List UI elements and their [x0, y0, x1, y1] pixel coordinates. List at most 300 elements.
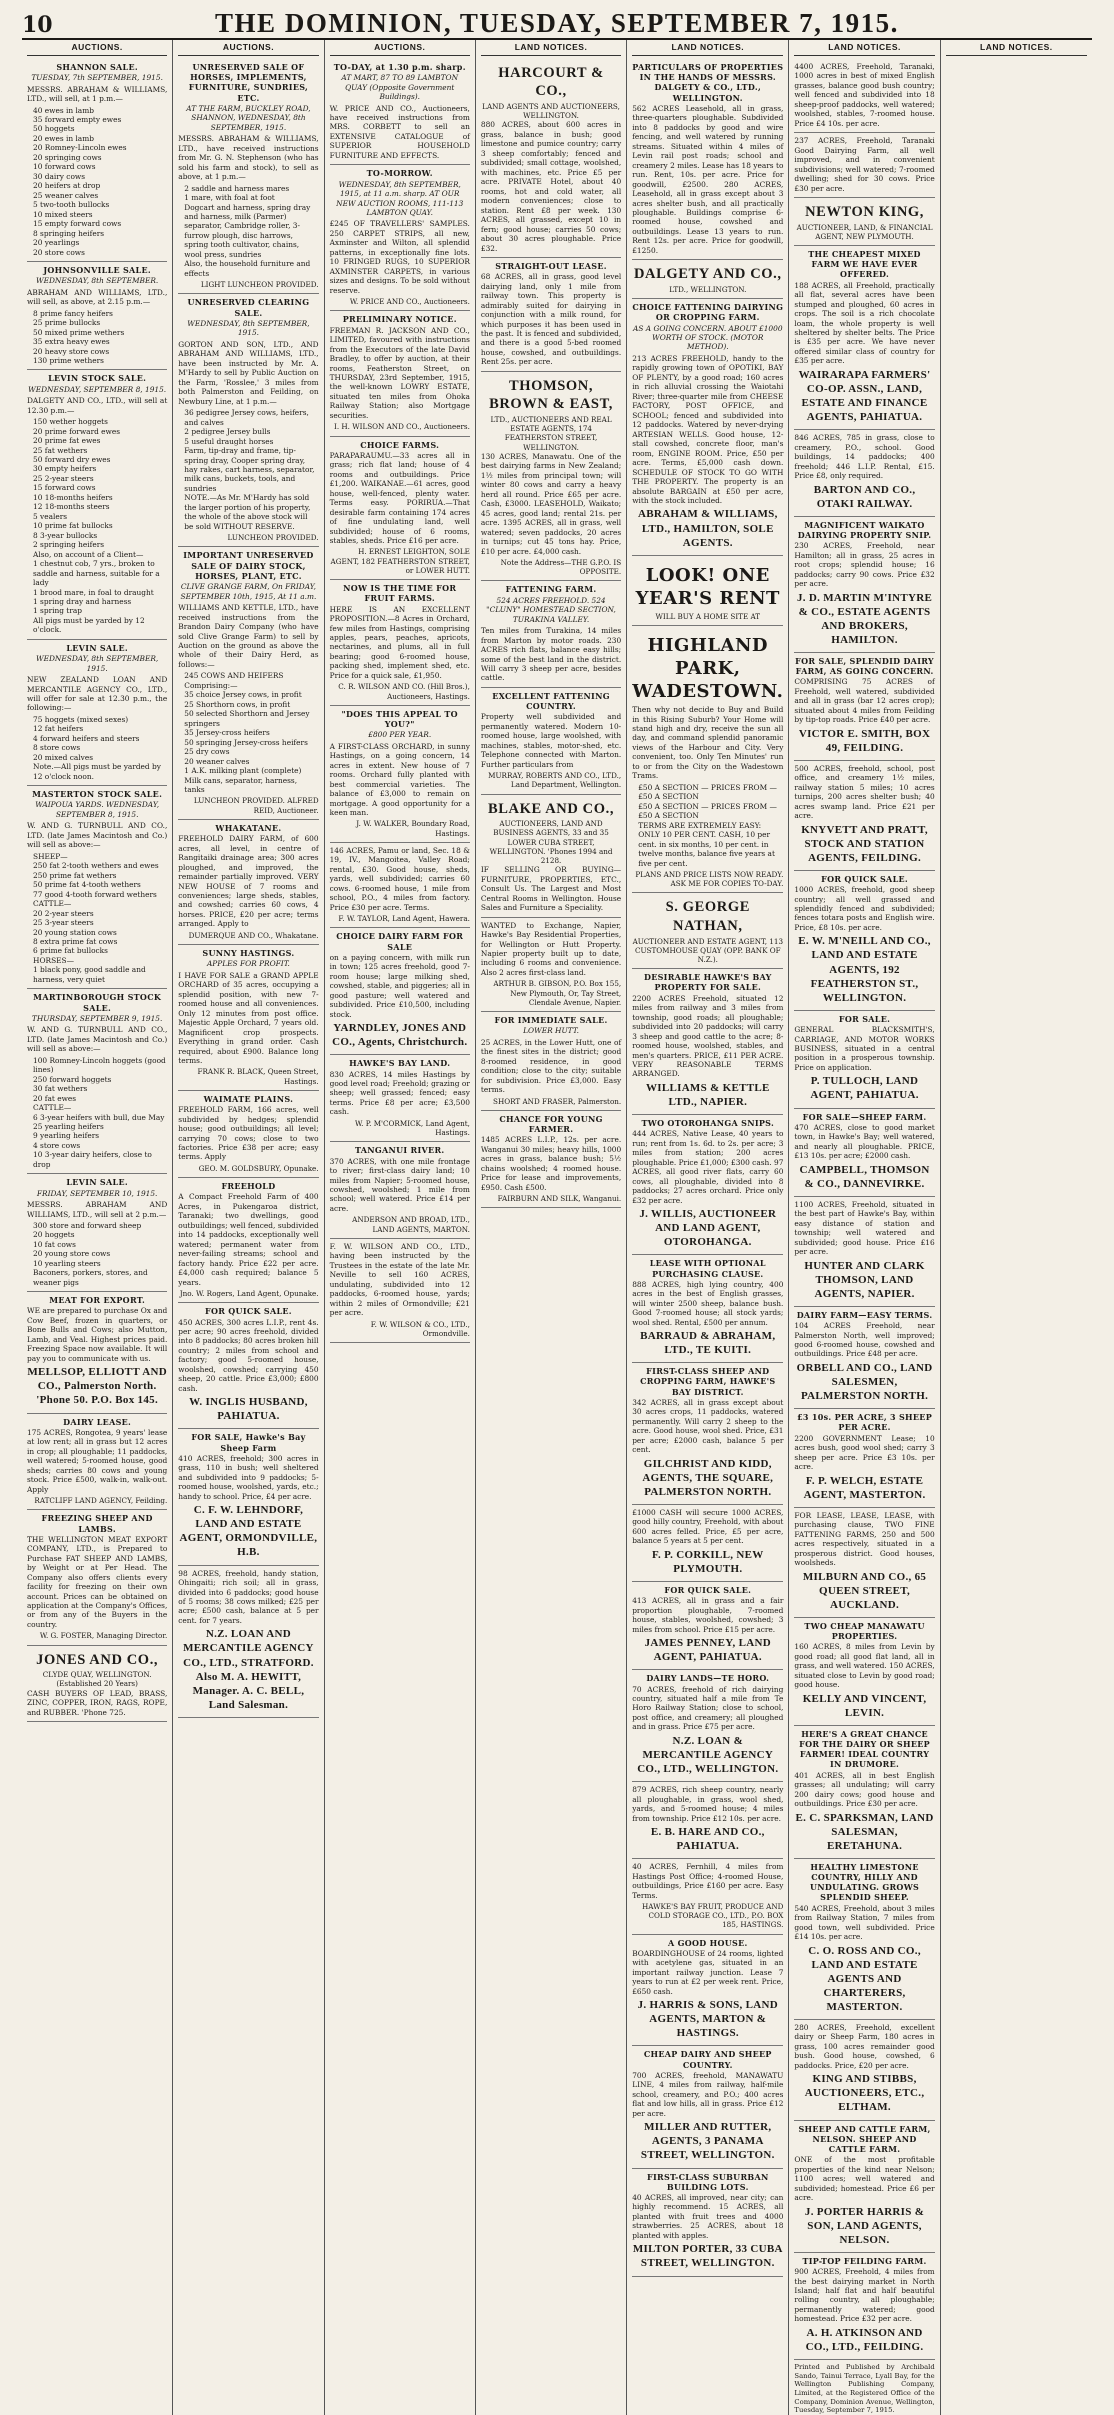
ad-heading: CHANCE FOR YOUNG FARMER. — [499, 1113, 603, 1135]
ad-heading: MEAT FOR EXPORT. — [49, 1295, 146, 1306]
advertisement — [632, 1582, 783, 1670]
advertisement — [481, 581, 621, 687]
ad-body-text: HERE IS AN EXCELLENT PROPOSITION.—8 Acres in Orchard, few miles from Hastings, comprising apples, pears, peaches, apricots, nectarines, and plums, all in full bearing; good 6-roomed house, packing shed, implement shed, etc. Price for a quick sale, £1,950. — [329, 604, 470, 680]
ad-item: 40 ewes in lamb — [33, 105, 94, 115]
ad-signature: VICTOR E. SMITH, BOX 49, FEILDING. — [798, 727, 931, 754]
ad-body-text: 830 ACRES, 14 miles Hastings by good level road; Freehold; grazing or sheep; well grassed; fenced; easy terms. Price £8 per acre; £3,500 cash. — [329, 1069, 470, 1117]
ad-heading: TO-DAY, at 1.30 p.m. sharp. — [333, 61, 466, 72]
advertisement — [632, 1782, 783, 1859]
ad-item: 20 prime fat ewes — [33, 436, 101, 446]
ad-item: 35 choice Jersey cows, in profit — [184, 690, 302, 700]
ad-item: 20 weaner calves — [184, 756, 250, 766]
ad-heading: EXCELLENT FATTENING COUNTRY. — [492, 690, 610, 712]
ad-heading: HARCOURT & CO., — [498, 64, 604, 100]
ad-body-text: GENERAL BLACKSMITH'S, CARRIAGE, AND MOTOR WORKS BUSINESS, situated in a central position in a prosperous township. Price on application. — [794, 1025, 935, 1072]
ad-item: CATTLE— — [33, 1103, 72, 1113]
ad-item: 10 forward cows — [33, 162, 96, 172]
ad-subheading: TUESDAY, 7th SEPTEMBER, 1915. — [31, 73, 163, 83]
ad-item: Farm, tip-dray and frame, tip-spring dray, Cooper spring dray, hay rakes, cart harness, separator, milk cans, buckets, tools, and sundries — [184, 446, 315, 493]
advertisement — [330, 706, 470, 843]
ad-subheading: LTD., AUCTIONEERS AND REAL ESTATE AGENTS, 174 FEATHERSTON STREET, WELLINGTON. — [490, 414, 612, 452]
ad-heading: BLAKE AND CO., — [488, 800, 615, 817]
advertisement — [794, 2020, 934, 2121]
ad-body-text: FOR LEASE, LEASE, LEASE, with purchasing clause, TWO FINE FATTENING FARMS, 250 and 500 acres respectively, situated in a prosperous district. Good houses, woolsheds. — [794, 1510, 935, 1568]
ad-item: 35 extra heavy ewes — [33, 337, 110, 347]
ad-body-text: 40 ACRES, Fernhill, 4 miles from Hastings Post Office; 4-roomed House, outbuildings, Price £160 per acre. Easy Terms. — [632, 1862, 784, 1900]
ad-item-list — [27, 417, 167, 635]
ad-item: 10 fat cows — [33, 1239, 76, 1249]
ad-subheading: FRIDAY, SEPTEMBER 10, 1915. — [36, 1188, 158, 1198]
ad-subheading: LTD., WELLINGTON. — [669, 284, 747, 294]
ad-item: 25 dry cows — [184, 747, 230, 757]
ad-subheading: LAND AGENTS AND AUCTIONEERS, WELLINGTON. — [482, 101, 620, 121]
ad-heading: HIGHLAND PARK, WADESTOWN. — [632, 634, 784, 703]
ad-signature: A. H. ATKINSON AND CO., LTD., FEILDING. — [805, 2326, 924, 2353]
ad-item: 15 empty forward cows — [33, 219, 122, 229]
ad-item: 4 forward heifers and steers — [33, 733, 140, 743]
ad-heading: JONES AND CO., — [36, 1651, 159, 1668]
ad-body-text: WE are prepared to purchase Ox and Cow Beef, frozen in quarters, or Bone Bulls and Cows; also Mutton, Lamb, and Veal. Highest prices paid. Freezing Space now available. It will pay you to communicate with us. — [27, 1306, 168, 1363]
ad-body-text: 2200 GOVERNMENT Lease; 10 acres bush, good wool shed; carry 3 sheep per acre. Price £3 10s. per acre. — [794, 1433, 935, 1472]
ad-body-text: 70 ACRES, freehold of rich dairying country, situated half a mile from Te Horo Railway Station; close to school, post office, and creamery; all ploughed and in grass. Price £75 per acre. — [632, 1684, 784, 1732]
ad-body-text: 213 ACRES FREEHOLD, handy to the rapidly growing town of OPOTIKI, BAY OF PLENTY, by a good road; 160 acres in rich alluvial crossing the Waiotahi River; three-quarter mile from CHEESE FACTORY, POST OFFICE, and SCHOOL; fenced and subdivided into 12 paddocks. Watered by never-drying ARTESIAN WELLS. Good house, 12-stall cowshed, concrete floor, man's room, ENGINE ROOM. Price, £50 per acre. Terms, £5,000 cash down. SCHEDULE OF STOCK TO GO WITH THE PROPERTY. The property is an absolute BARGAIN at £50 per acre, with the stock included. — [632, 353, 784, 505]
ad-signature: KELLY AND VINCENT, LEVIN. — [802, 1692, 927, 1719]
ad-heading: HEALTHY LIMESTONE COUNTRY, HILLY AND UNDULATING. GROWS SPLENDID SHEEP. — [810, 1861, 920, 1903]
ad-heading: JOHNSONVILLE SALE. — [43, 265, 151, 276]
ad-body-text: 900 ACRES, Freehold, 4 miles from the best dairying market in North Island; half flat and half beautiful rolling country, all ploughable; permanently watered; good homestead. Price £32 per acre. — [794, 2267, 935, 2324]
column-grid — [22, 40, 1092, 2415]
ad-heading: FOR QUICK SALE. — [205, 1306, 292, 1317]
ad-heading: FOR SALE. — [838, 1013, 891, 1024]
advertisement — [178, 945, 318, 1091]
advertisement — [632, 626, 783, 894]
advertisement — [794, 1859, 934, 2020]
advertisement — [632, 260, 783, 299]
ad-heading: FATTENING FARM. — [505, 584, 597, 595]
ad-body-text: MESSRS. ABRAHAM & WILLIAMS, LTD., have received instructions from Mr. G. N. Stephenson (who has sold his farm and stock), to sell as above, at 1 p.m.— — [178, 134, 319, 182]
ad-item: 10 3-year dairy heifers, close to drop — [33, 1150, 152, 1169]
advertisement — [632, 893, 783, 969]
ad-item: 100 Romney-Lincoln hoggets (good lines) — [33, 1055, 166, 1075]
section-heading: AUCTIONS. — [178, 42, 318, 56]
ad-item: 2 saddle and harness mares — [184, 183, 290, 193]
ad-item: 20 ewes in lamb — [33, 133, 94, 143]
ad-signature: DUMERQUE AND CO., Whakatane. — [188, 930, 319, 940]
ad-heading: CHOICE FATTENING DAIRYING OR CROPPING FARM. — [632, 302, 784, 323]
ad-body-text: 25 ACRES, in the Lower Hutt, one of the finest sites in the district; good 8-roomed residence, in good condition; close to the city; suitable for subdivision. Price £3,000. Easy terms. — [480, 1037, 622, 1095]
ad-body-text: W. AND G. TURNBULL AND CO., LTD. (late James Macintosh and Co.) will sell as above:— — [27, 821, 168, 850]
ad-body-text: 280 ACRES, Freehold, excellent dairy or Sheep Farm, 180 acres in grass, 100 acres remainder good bush. Good house, cowshed, 6 paddocks. Price, £20 per acre. — [794, 2022, 935, 2070]
ad-heading: FOR SALE, SPLENDID DAIRY FARM, AS GOING CONCERN. — [795, 655, 934, 677]
ad-item-list — [632, 783, 783, 868]
section-heading: AUCTIONS. — [27, 42, 167, 56]
ad-item: 9 yearling heifers — [33, 1131, 100, 1141]
advertisement — [27, 989, 167, 1174]
advertisement — [794, 517, 934, 653]
ad-signature: WAIRARAPA FARMERS' CO-OP. ASSN., LAND, ESTATE AND FINANCE AGENTS, PAHIATUA. — [798, 368, 931, 424]
ad-signature: FAIRBURN AND SILK, Wanganui. — [497, 1194, 622, 1204]
ad-signature: P. TULLOCH, LAND AGENT, PAHIATUA. — [810, 1075, 919, 1102]
advertisement — [27, 1646, 167, 1722]
ad-body-text: WANTED to Exchange, Napier, Hawke's Bay Residential Properties, for Wellington or Hutt Property. Napier property built up to date, including 6 rooms and convenience. Also 2 acres first-class land. — [480, 920, 622, 977]
ad-heading: FIRST-CLASS SUBURBAN BUILDING LOTS. — [647, 2171, 769, 2192]
ad-body-text: 444 ACRES, Native Lease, 40 years to run; rent from 1s. 6d. to 2s. per acre; 3 miles from station; 200 acres ploughable. Price £1,000; £300 cash. 97 ACRES, all good river flats, carry 60 cows, all ploughable, divided into 8 paddocks; 27 acres orchard. Price only £32 per acre. — [632, 1129, 784, 1205]
ad-item: 12 18-months steers — [33, 502, 110, 512]
ad-signature: J. D. MARTIN M'INTYRE & CO., ESTATE AGENTS AND BROKERS, HAMILTON. — [796, 591, 933, 646]
ad-body-text: 1100 ACRES, Freehold, situated in the best part of Hawke's Bay, within easy distance of station and township; well watered and subdivided; good house. Price £16 per acre. — [794, 1199, 935, 1257]
ad-item: 1 brood mare, in foal to draught — [33, 587, 154, 597]
ad-subheading: AS A GOING CONCERN. ABOUT £1000 WORTH OF STOCK. (MOTOR METHOD). — [633, 323, 783, 352]
ad-body-text: 1000 ACRES, freehold, good sheep country; all well grassed and splendidly fenced and subdivided; fences totara posts and English wire. Price, £8 10s. per acre. — [794, 885, 935, 932]
ad-heading: DAIRY LANDS—TE HORO. — [646, 1673, 770, 1684]
ad-signature: JAMES PENNEY, LAND AGENT, PAHIATUA. — [644, 1637, 771, 1664]
advertisement — [330, 580, 470, 706]
ad-heading: DAIRY FARM—EASY TERMS. — [796, 1309, 933, 1320]
ad-signature: E. C. SPARKSMAN, LAND SALESMAN, ERETAHUNA. — [795, 1811, 934, 1852]
ad-signature: E. B. HARE AND CO., PAHIATUA. — [650, 1825, 765, 1853]
ad-heading: MAGNIFICENT WAIKATO DAIRYING PROPERTY SNIP. — [797, 519, 932, 540]
ad-heading: LEVIN STOCK SALE. — [48, 373, 147, 384]
ad-subheading: APPLES FOR PROFIT. — [206, 959, 290, 969]
ad-subheading: WEDNESDAY, 8th SEPTEMBER, 1915. — [187, 318, 310, 338]
ad-heading: S. GEORGE NATHAN, — [665, 899, 750, 935]
ad-signature: LIGHT LUNCHEON PROVIDED. — [200, 280, 319, 290]
ad-heading: WHAKATANE. — [215, 822, 282, 833]
advertisement — [330, 59, 470, 165]
advertisement — [481, 1012, 621, 1111]
ad-item: 250 forward hoggets — [33, 1074, 112, 1084]
advertisement — [794, 871, 934, 1011]
ad-item-list — [27, 309, 167, 366]
ad-item: HORSES— — [33, 955, 74, 965]
advertisement — [632, 1255, 783, 1363]
ad-signature: F. P. CORKILL, NEW PLYMOUTH. — [652, 1548, 764, 1575]
ad-signature: PLANS AND PRICE LISTS NOW READY. ASK ME FOR COPIES TO-DAY. — [635, 870, 784, 889]
ad-item: 50 prime fat 4-tooth wethers — [33, 880, 141, 890]
column-6 — [789, 40, 940, 2415]
ad-item: 2 pedigree Jersey bulls — [184, 427, 271, 437]
ad-heading: "DOES THIS APPEAL TO YOU?" — [341, 708, 458, 730]
advertisement — [794, 1508, 934, 1618]
ad-signature: I. H. WILSON AND CO., Auctioneers. — [333, 422, 470, 432]
ad-heading: FOR SALE, Hawke's Bay Sheep Farm — [191, 1432, 306, 1453]
ad-signature: MILLER AND RUTTER, AGENTS, 3 PANAMA STREET, WELLINGTON. — [640, 2121, 775, 2162]
ad-item: £50 A SECTION — PRICES FROM — £50 A SECTION — [638, 801, 777, 821]
ad-signature: MELLSOP, ELLIOTT AND CO., Palmerston North. 'Phone 50. P.O. Box 145. — [27, 1366, 167, 1407]
advertisement — [632, 1363, 783, 1505]
ad-body-text: ONE of the most profitable properties of the kind near Nelson; 1100 acres; well watered and subdivided; homestead. Price £6 per acre. — [794, 2155, 935, 2203]
ad-signature: MILTON PORTER, 33 CUBA STREET, WELLINGTON. — [632, 2243, 783, 2270]
advertisement — [330, 165, 470, 311]
ad-body-text: NEW ZEALAND LOAN AND MERCANTILE AGENCY CO., LTD., will offer for sale at 12.30 p.m., the following:— — [27, 675, 168, 713]
ad-signature: J. WILLIS, AUCTIONEER AND LAND AGENT, OTOROHANGA. — [639, 1208, 777, 1249]
ad-item: 5 two-tooth bullocks — [33, 200, 110, 210]
ad-signature: ORBELL AND CO., LAND SALESMEN, PALMERSTON NORTH. — [796, 1361, 933, 1403]
advertisement — [330, 843, 470, 929]
ad-item: 10 yearling steers — [33, 1258, 101, 1268]
ad-item: 130 prime wethers — [33, 356, 104, 365]
ad-item: 50 selected Shorthorn and Jersey springers — [184, 709, 310, 728]
ad-body-text: 540 ACRES, Freehold, about 3 miles from Railway Station, 7 miles from good town, well subdivided. Price £14 10s. per acre. — [794, 1903, 935, 1942]
advertisement — [481, 795, 621, 918]
ad-signature: F. W. TAYLOR, Land Agent, Hawera. — [338, 914, 470, 924]
advertisement — [794, 133, 934, 198]
ad-subheading: 524 ACRES FREEHOLD. 524 "CLUNY" HOMESTEAD SECTION, TURAKINA VALLEY. — [486, 595, 616, 624]
advertisement — [178, 59, 318, 295]
ad-signature: J. PORTER HARRIS & SON, LAND AGENTS, NELSON. — [804, 2205, 925, 2246]
ad-item: 36 pedigree Jersey cows, heifers, and calves — [184, 408, 309, 427]
advertisement — [178, 294, 318, 547]
ad-item-list — [27, 1221, 167, 1287]
ad-body-text: 230 ACRES, Freehold, near Hamilton; all in grass, 25 acres in root crops; splendid house; 16 paddocks; carry 90 cows. Price £32 per acre. — [794, 541, 935, 589]
ad-signature: W. PRICE AND CO., Auctioneers. — [349, 297, 470, 307]
advertisement — [794, 1109, 934, 1197]
ad-item: 1 spring trap — [33, 606, 82, 616]
ad-item: 25 3-year steers — [33, 918, 94, 928]
ad-signature: E. W. M'NEILL AND CO., LAND AND ESTATE AGENTS, 192 FEATHERSTON ST., WELLINGTON. — [798, 935, 931, 1004]
ad-body-text: GORTON AND SON, LTD., AND ABRAHAM AND WILLIAMS, LTD., have been instructed by Mr. A. M'Hardy to sell by Public Auction on the Farm, 'Rosslee,' 3 miles from both Palmerston and Feilding, on Newbury Line, at 1 p.m.— — [178, 339, 319, 406]
ad-item: 20 young store cows — [33, 1249, 111, 1259]
newspaper-title: THE DOMINION, TUESDAY, SEPTEMBER 7, 1915. — [215, 8, 899, 38]
ad-body-text: 237 ACRES, Freehold, Taranaki Good Dairying Farm, all well improved, and in convenient subdivisions; well watered; 7-roomed dwelling; shed for 30 cows. Price £30 per acre. — [794, 136, 935, 193]
ad-signature: C. O. ROSS AND CO., LAND AND ESTATE AGENTS AND CHARTERERS, MASTERTON. — [808, 1944, 921, 2013]
ad-body-text: 104 ACRES Freehold, near Palmerston North, well improved; good 6-roomed house, cowshed and outbuildings. Price £48 per acre. — [794, 1321, 935, 1359]
ad-heading: TWO CHEAP MANAWATU PROPERTIES. — [804, 1620, 925, 1641]
ad-item-list — [178, 408, 318, 531]
ad-body-text: on a paying concern, with milk run in town; 125 acres freehold, good 7-room house; large milking shed, cowshed, stable, and piggeries; all in good pasture; well watered and subdivided. Price £10,500, including stock. — [329, 952, 470, 1019]
ad-item: 25 fat wethers — [33, 445, 88, 455]
ad-subheading: WEDNESDAY, 8th SEPTEMBER, 1915, at 11 a.m. sharp. AT OUR NEW AUCTION ROOMS, 111-113 LAMBTON QUAY. — [336, 179, 464, 217]
ad-item: 25 weaner calves — [33, 190, 99, 200]
ad-body-text: 40 ACRES, all improved, near city; can highly recommend. 15 ACRES, all planted with fruit trees and 4000 strawberries. 25 ACRES, about 18 planted with apples. — [632, 2193, 784, 2240]
ad-body-text: Ten miles from Turakina, 14 miles from Marton by motor roads. 230 ACRES rich flats, balance easy hills; some of the best land in the district. Will carry 3 sheep per acre, besides cattle. — [480, 626, 622, 683]
ad-item: 1 A.K. milking plant (complete) — [184, 766, 302, 776]
ad-heading: LOOK! ONE YEAR'S RENT — [635, 564, 780, 609]
ad-item: 25 yearling heifers — [33, 1121, 104, 1131]
ad-heading: NEWTON KING, — [805, 203, 925, 220]
ad-item: 150 wether hoggets — [33, 417, 108, 427]
advertisement — [794, 198, 934, 246]
ad-item: 20 mixed calves — [33, 752, 93, 762]
ad-body-text: 879 ACRES, rich sheep country, nearly all ploughable, in grass, wool shed, yards, and 5-roomed house; 4 miles from township. Price £12 10s. per acre. — [632, 1785, 784, 1823]
advertisement — [481, 688, 621, 795]
ad-item: 1 mare, with foal at foot — [184, 193, 275, 203]
advertisement — [481, 258, 621, 372]
ad-item: Comprising:— — [184, 680, 238, 690]
ad-item: 250 prime fat wethers — [33, 870, 117, 880]
ad-item: 25 prime bullocks — [33, 318, 101, 328]
ad-item: 10 prime fat bullocks — [33, 521, 113, 531]
ad-body-text: 4400 ACRES, Freehold, Taranaki, 1000 acres in best of mixed English grasses, balance good bush country; well fenced and subdivided into 18 sheep-proof paddocks, well watered; woolshed, stables, 7-roomed house. Price £4 10s. per acre. — [794, 61, 935, 128]
ad-signature: YARNDLEY, JONES AND CO., Agents, Christchurch. — [332, 1022, 468, 1049]
ad-item: 75 hoggets (mixed sexes) — [33, 714, 129, 724]
ad-body-text: 68 ACRES, all in grass, good level dairying land, only 1 mile from railway town. This property is admirably suited for dairying in conjunction with a milk round, for which purposes it has been used in the past. It is fenced and subdivided, and there is a good 5-bed roomed house, cowshed, and outbuildings. Rent 25s. per acre. — [480, 272, 622, 367]
ad-item: 50 forward dry ewes — [33, 454, 111, 464]
ad-body-text: 880 ACRES, about 600 acres in grass, balance in bush; good limestone and pumice country; carry 3 sheep comfortably; fenced and subdivided; small cottage, woolshed, with machines, etc. Price £5 per acre. PRIVATE Hotel, about 40 rooms, hot and cold water, all modern conveniences; close to station. Rent £8 per week. 130 ACRES, all grassed, except 10 in fern; good house; carries 50 cows; about 30 acres ploughable. Price £32. — [480, 120, 622, 253]
ad-item: 50 springing Jersey-cross heifers — [184, 737, 308, 747]
advertisement — [794, 430, 934, 517]
ad-heading: STRAIGHT-OUT LEASE. — [495, 260, 607, 271]
advertisement — [481, 1111, 621, 1209]
advertisement — [632, 59, 783, 260]
advertisement — [794, 2121, 934, 2253]
ad-item-list — [27, 1056, 167, 1170]
advertisement — [794, 246, 934, 430]
ad-signature: CAMPBELL, THOMSON & CO., DANNEVIRKE. — [799, 1163, 930, 1190]
ad-signature: ANDERSON AND BROAD, LTD., LAND AGENTS, MARTON. — [352, 1215, 470, 1234]
ad-body-text: 410 ACRES, freehold; 300 acres in grass, 110 in bush; well sheltered and subdivided into 9 paddocks; 5-roomed house, woolshed, yards, etc.; handy to school. Price, £4 per acre. — [178, 1453, 319, 1501]
advertisement — [794, 1197, 934, 1307]
ad-heading: PRELIMINARY NOTICE. — [342, 314, 457, 325]
ad-subheading: WEDNESDAY, SEPTEMBER 8, 1915. — [28, 384, 167, 394]
ad-item: 1 chestnut cob, 7 yrs., broken to saddle and harness, suitable for a lady — [33, 559, 160, 588]
ad-body-text: 188 ACRES, all Freehold, practically all flat, several acres have been stumped and ploughed, 60 acres in crops. The soil is a rich chocolate loam, the whole property is well sheltered by shelter belts. The Price is £35 per acre. We have never offered similar class of country for £35 per acre. — [794, 280, 935, 366]
advertisement — [27, 1414, 167, 1511]
ad-item: 245 COWS AND HEIFERS — [184, 671, 284, 681]
ad-item: SHEEP— — [33, 851, 68, 861]
advertisement — [27, 1292, 167, 1413]
ad-item-list — [27, 106, 167, 258]
ad-item: 30 fat wethers — [33, 1084, 88, 1094]
ad-item: 2 springing heifers — [33, 540, 105, 550]
ad-signature: GEO. M. GOLDSBURY, Opunake. — [198, 1163, 319, 1173]
ad-body-text: THE WELLINGTON MEAT EXPORT COMPANY, LTD., is Prepared to Purchase FAT SHEEP AND LAMBS, by Weight or at Per Head. The Company also offers clients every facility for freezing on their own account. Prices can be obtained on application at the Company's Offices, or from any of the Buyers in the country. — [27, 1534, 168, 1629]
ad-subheading: AT THE FARM, BUCKLEY ROAD, SHANNON, WEDNESDAY, 8th SEPTEMBER, 1915. — [186, 103, 311, 132]
ad-item: 5 useful draught horses — [184, 436, 274, 446]
ad-item: 5 vealers — [33, 511, 68, 521]
ad-signature: HAWKE'S BAY FRUIT, PRODUCE AND COLD STORAGE CO., LTD., P.O. BOX 185, HASTINGS. — [642, 1902, 784, 1930]
ad-heading: FREEHOLD — [221, 1181, 276, 1192]
ad-body-text: IF SELLING OR BUYING—FURNITURE, PROPERTIES, ETC., Consult Us. The Largest and Most Central Rooms in Wellington. House Sales and Furniture a Speciality. — [480, 865, 622, 913]
advertisement — [178, 1303, 318, 1429]
ad-signature: RATCLIFF LAND AGENCY, Feilding. — [34, 1496, 168, 1506]
ad-body-text: 146 ACRES, Pamu or land, Sec. 18 & 19, IV., Mangoitea, Valley Road; rental, £30. Good house, sheds, yards, well subdivided; carries 60 cows. 6-roomed house, 1 mile from school, P.O., 4 miles from factory. Price £30 per acre. Terms. — [329, 845, 470, 912]
ad-signature: C. R. WILSON AND CO. (Hill Bros.), Auctioneers, Hastings. — [338, 682, 470, 701]
ad-signature: C. F. W. LEHNDORF, LAND AND ESTATE AGENT, ORMONDVILLE, H.B. — [179, 1504, 318, 1559]
ad-heading: SHANNON SALE. — [56, 61, 138, 72]
ad-body-text: F. W. WILSON AND CO., LTD., having been instructed by the Trustees in the estate of the late Mr. Neville to sell 160 ACRES, undulating, subdivided into 12 paddocks, 6-roomed house, yards; within 2 miles of Ormondville; £21 per acre. — [329, 1241, 470, 1318]
ad-item: 25 Shorthorn cows, in profit — [184, 699, 291, 709]
ad-item: 6 prime fat bullocks — [33, 946, 108, 956]
ad-heading: A GOOD HOUSE. — [668, 1937, 748, 1948]
ad-item: 50 hoggets — [33, 124, 75, 134]
ad-item: 8 prime fancy heifers — [33, 308, 113, 318]
ad-signature: Note the Address—THE G.P.O. IS OPPOSITE. — [500, 558, 622, 577]
advertisement — [330, 1239, 470, 1343]
advertisement — [178, 1429, 318, 1565]
ad-body-text: 413 ACRES, all in grass and a fair proportion ploughable, 7-roomed house, stables, woolshed, cowshed; 3 miles from school. Price £15 per acre. — [632, 1596, 784, 1634]
ad-heading: DAIRY LEASE. — [63, 1416, 132, 1427]
advertisement — [27, 786, 167, 989]
ad-signature: GILCHRIST AND KIDD, AGENTS, THE SQUARE, PALMERSTON NORTH. — [642, 1457, 774, 1498]
ad-item: 1 black pony, good saddle and harness, very quiet — [33, 965, 146, 984]
ad-item-list — [27, 715, 167, 781]
column-1 — [22, 40, 173, 2415]
ad-item: 8 extra prime fat cows — [33, 937, 118, 947]
ad-body-text: 500 ACRES, freehold, school, post office, and creamery 1½ miles, railway station 5 miles; 10 acres turnips, 200 acres shelter bush; 40 acres swamp land. Price £21 per acre. — [794, 763, 935, 821]
ad-body-text: 342 ACRES, all in grass except about 30 acres crops, 11 paddocks, watered permanently. Will carry 2 sheep to the acre. Good house, wool shed. Price, £31 per acre; £2000 cash, balance 5 per cent. — [632, 1397, 784, 1455]
ad-item: TERMS ARE EXTREMELY EASY: ONLY 10 PER CENT. CASH, 10 per cent. in six months, 10 per cent. in twelve months, balance five years at five per cent. — [638, 820, 775, 868]
ad-subheading: WEDNESDAY, 8th SEPTEMBER. — [36, 276, 159, 286]
ad-heading: THE CHEAPEST MIXED FARM WE HAVE EVER OFFERED. — [808, 248, 921, 280]
advertisement — [632, 1935, 783, 2047]
ad-item: 30 dairy cows — [33, 171, 86, 181]
ad-signature: J. HARRIS & SONS, LAND AGENTS, MARTON & HASTINGS. — [637, 1999, 779, 2040]
ad-body-text: COMPRISING 75 ACRES of Freehold, well watered, subdivided and all in grass (bar 12 acres crop); situated about 4 miles from Feilding by tip-top roads. Price £40 per acre. — [794, 677, 935, 725]
ad-signature: MILBURN AND CO., 65 QUEEN STREET, AUCKLAND. — [802, 1570, 927, 1611]
ad-item: £50 A SECTION — PRICES FROM — £50 A SECTION — [638, 782, 777, 802]
ad-body-text: CASH BUYERS OF LEAD, BRASS, ZINC, COPPER, IRON, RAGS, ROPE, and RUBBER. 'Phone 725. — [27, 1688, 168, 1717]
advertisement — [794, 1726, 934, 1859]
ad-item: 20 springing cows — [33, 152, 102, 162]
ad-subheading: WEDNESDAY, 8th SEPTEMBER, 1915. — [36, 654, 159, 673]
ad-heading: THOMSON, BROWN & EAST, — [489, 377, 614, 413]
advertisement — [632, 2046, 783, 2168]
advertisement — [794, 653, 934, 761]
ad-heading: TIP-TOP FEILDING FARM. — [802, 2255, 927, 2266]
advertisement — [27, 262, 167, 370]
ad-heading: TO-MORROW. — [366, 168, 433, 179]
ad-subheading: AUCTIONEERS, LAND AND BUSINESS AGENTS, 33 and 35 LOWER CUBA STREET, WELLINGTON. 'Phones 1994 and 2128. — [489, 819, 613, 866]
advertisement — [178, 1178, 318, 1303]
ad-item: 20 heavy store cows — [33, 346, 110, 356]
ad-item: Also, the household furniture and effects — [184, 259, 311, 278]
ad-subheading: THURSDAY, SEPTEMBER 9, 1915. — [31, 1013, 163, 1023]
advertisement — [481, 918, 621, 1012]
advertisement — [632, 1115, 783, 1255]
ad-heading: FIRST-CLASS SHEEP AND CROPPING FARM, HAWKE'S BAY DISTRICT. — [640, 1366, 776, 1397]
ad-subheading: LOWER HUTT. — [523, 1026, 579, 1036]
ad-item: Baconers, porkers, stores, and weaner pigs — [33, 1268, 148, 1287]
column-5 — [627, 40, 789, 2415]
ad-item: All pigs must be yarded by 12 o'clock. — [33, 615, 145, 635]
advertisement — [794, 1409, 934, 1508]
ad-item: 10 mixed steers — [33, 209, 93, 219]
ad-item: Dogcart and harness, spring dray and harness, milk (Parmer) separator, Cambridge roller, 3-furrow plough, disc harrows, spring tooth cultivator, chains, wool press, sundries — [184, 202, 311, 259]
advertisement — [178, 820, 318, 945]
ad-heading: CHOICE DAIRY FARM FOR SALE — [336, 931, 464, 952]
ad-body-text: 130 ACRES, Manawatu. One of the best dairying farms in New Zealand; 1½ miles from principal town; will winter 80 cows and carry a heavy herd all round. Price £65 per acre. Cash, £3000. LEASEHOLD, Waikato; 45 acres, good land; rental 21s. per acre. 1395 ACRES, all in grass, well watered; seven paddocks, 20 acres in turnips; cut 45 tons hay. Price, £10 per acre. £4,000 cash. — [480, 451, 622, 556]
advertisement — [178, 1091, 318, 1178]
ad-signature: BARRAUD & ABRAHAM, LTD., TE KUITI. — [640, 1330, 776, 1357]
ad-heading: IMPORTANT UNRESERVED SALE OF DAIRY STOCK, HORSES, PLANT, ETC. — [183, 550, 314, 581]
ad-item: 8 store cows — [33, 743, 81, 753]
ad-body-text: A FIRST-CLASS ORCHARD, in sunny Hastings, on a going concern, 14 acres in extent. New house of 7 rooms. Orchard fully planted with best commercial varieties. The balance of £3,000 to remain on mortgage. A good opportunity for a keen man. — [329, 741, 470, 817]
ad-heading: NOW IS THE TIME FOR FRUIT FARMS. — [343, 583, 457, 604]
ad-heading: FOR QUICK SALE. — [821, 873, 908, 884]
advertisement — [794, 1011, 934, 1109]
ad-body-text: FREEHOLD DAIRY FARM, of 600 acres, all level, in centre of Rangitaiki drainage area; 300 acres ploughed, and improved, the remainder partially improved. VERY NEW HOUSE of 7 rooms and conveniences; large sheds, stables, and cowshed; carries 60 cows, 4 horses. PRICE, £20 per acre; terms arranged. Apply to — [178, 834, 319, 929]
imprint-footer: Printed and Published by Archibald Sando, Tainui Terrace, Lyall Bay, for the Wellington Publishing Company, Limited, at the Registered Office of the Company, Dominion Avenue, Wellington, Tuesday, September 7, 1915. — [794, 2363, 935, 2415]
ad-item: 10 18-months heifers — [33, 492, 113, 502]
ad-signature: LUNCHEON PROVIDED. ALFRED REID, Auctioneer. — [193, 796, 319, 815]
section-heading: AUCTIONS. — [330, 42, 470, 56]
advertisement — [632, 2169, 783, 2277]
ad-subheading: WILL BUY A HOME SITE AT — [655, 611, 761, 621]
ad-heading: LEVIN SALE. — [66, 1177, 128, 1188]
advertisement — [330, 437, 470, 581]
advertisement — [632, 556, 783, 626]
ad-body-text: I HAVE FOR SALE a GRAND APPLE ORCHARD of 35 acres, occupying a splendid position, with new 7-roomed house and all conveniences. Only 12 minutes from post office. Majestic Apple Orchard, 7 years old. Magnificent crop prospects. Everything in grand order. Cash required, about £900. Balance long terms. — [178, 970, 319, 1065]
ad-signature: W. INGLIS HUSBAND, PAHIATUA. — [189, 1396, 308, 1423]
section-heading: LAND NOTICES. — [946, 42, 1087, 56]
advertisement — [632, 1505, 783, 1582]
ad-subheading: £800 PER YEAR. — [368, 730, 432, 740]
ad-heading: FREEZING SHEEP AND LAMBS. — [41, 1513, 153, 1534]
ad-item: 12 fat heifers — [33, 724, 84, 734]
ad-body-text: W. PRICE AND CO., Auctioneers, have received instructions from MRS. CORBETT to sell an EXTENSIVE CATALOGUE of SUPERIOR HOUSEHOLD FURNITURE AND EFFECTS. — [329, 103, 470, 160]
ad-item: 20 store cows — [33, 247, 85, 257]
